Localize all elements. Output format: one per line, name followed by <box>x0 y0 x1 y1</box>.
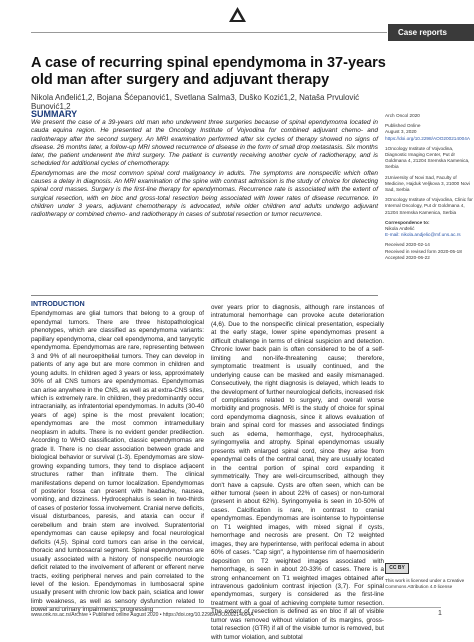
correspondence-name: Nikola Anđelić <box>385 226 415 232</box>
summary-divider <box>31 295 378 296</box>
summary-paragraph-1: We present the case of a 39-years old man who underwent three surgeries because of spinal ependymoma located in cauda equina region. He presented at the Oncology Institute of Vojvodina for combined adjuvant chemo- and radiotherapy after the second surgery. An MRI examination performed after six cycles of therapy showed no signs of disease. 26 months later, a follow-up MRI showed recurrence of disease in the form of small drop metastasis. Six months later, the patient underwent the third surgery. The patient is currently receiving another cycle of radiotherapy, and is scheduled for additional cycles of chemotherapy. <box>31 119 378 168</box>
revised-date: Received in revised form 2020-05-18 <box>385 248 462 254</box>
body-column-left <box>31 301 204 615</box>
footer-rule <box>31 607 441 608</box>
section-tag: Case reports <box>388 24 474 41</box>
article-title: A case of recurring spinal ependymoma in 37-years old man after surgery and adjuvant therapy <box>31 55 386 88</box>
body-text-left: Ependymomas are glial tumors that belong to a group of ependymal tumors. There are three histopathological phenotypes, which are classified as ependymoma variants: papillary ependymoma, clear cell ependymoma, and tanycytic ependymoma. Ependymomas are rare, representing between 3 and 9% of all neuroepithelial tumors. They can develop in patients of any age but are more common in children and young adults. In children aged 3 years or less, approximately 30% of all CNS tumors are ependymomas. Ependymomas can arise anywhere in the CNS, as well as at extra-CNS sites, which is extremely rare. In children, they predominantly occur intracranially, as infratentorial ependymomas. In adults (30-40 years of age) spine is the most prevalent location; ependymomas are the most common intramedullary neoplasm in adults. There is no evident gender predilection. According to WHO classification, classic ependymomas are grade II. There is no clear association between grade and biological behavior or survival (1-3). Ependymomas are slow-growing expanding tumors, they tend to displace adjacent structures rather than infiltrate them. The clinical manifestations depend on tumor localization. Ependymomas of posterior fossa can present with headache, nausea, vomiting, and dizziness. Hydrocephalus is seen in two-thirds of cases of posterior fossa involvement. Cranial nerve deficits, visual disturbances, paresis, and ataxia can occur if cerebellum and brain stem are involved. Supratentorial ependymomas can cause epilepsy and focal neurological deficits (4,5). Spinal cord tumors can arise in the cervical, thoracic and lumbosacral segment. Spinal ependymomas are usually associated with a history of nonspecific neurologic deficit related to the involvement of afferent or efferent nerve tracts, exiting peripheral nerves and pain correlated to the level of the lesion. Ependymomas in lumbosacral spine usually present with chronic low back pain, sciatica and lower limb weakness, as well as sensory dysfunction related to bowel and urinary impairments, progressing <box>31 310 204 614</box>
page-number: 1 <box>438 610 442 617</box>
cc-license-icon[interactable]: CC BY <box>385 563 409 574</box>
journal-logo-icon <box>229 7 246 22</box>
summary-heading: SUMMARY <box>31 109 78 119</box>
doi-link[interactable]: https://doi.org/10.2298/AOO200214004A <box>385 135 470 141</box>
received-date: Received 2020-02-14 <box>385 242 430 248</box>
affiliation-1: 1Oncology Institute of Vojvodina, Diagnostic Imaging Center, Put dr Goldmana 4, 21204 Sremska Kamenica, Serbia <box>385 145 470 170</box>
footer-text: www.onk.ns.ac.rs/Archive • Published online August 2020 • https://doi.org/10.2298/AOO200214004A <box>31 612 254 618</box>
body-column-right <box>211 304 384 642</box>
author-list: Nikola Anđelić1,2, Bojana Šćepanović1, Svetlana Salma3, Duško Kozić1,2, Nataša Prvulović Bunović1,2 <box>31 93 360 111</box>
header-rule <box>31 32 387 33</box>
article-sidebar <box>385 113 473 265</box>
correspondence-email[interactable]: E-mail: nikola.andjelic@mf.uns.ac.rs <box>385 232 461 238</box>
accepted-date: Accepted 2020-06-22 <box>385 254 430 260</box>
introduction-heading: INTRODUCTION <box>31 301 85 308</box>
summary-paragraph-2: Ependymomas are the most common spinal cord malignancy in adults. The symptoms are nonspecific which often causes a delay in diagnosis. An MRI examination of the spine with contrast admission is the study of choice for detecting spinal cord masses. Surgery is the first-line therapy for ependymomas. Recurrence rate is associated with the extent of surgical resection, with en bloc and gross-total resection being associated with lower rates of disease recurrence. In children under 3 years, adjuvant chemotherapy is advocated, while older children and adults undergo adjuvant radiotherapy or combined chemo- and radiotherapy in cases of subtotal resection or tumor recurrence. <box>31 169 378 219</box>
published-label: Published Online <box>385 123 421 129</box>
license-text: This work is licensed under a Creative Commons Attribution 4.0 license <box>385 578 465 590</box>
published-date: August 3, 2020 <box>385 129 417 135</box>
summary-abstract <box>31 119 378 221</box>
body-text-right: over years prior to diagnosis, although rare instances of intratumoral hemorrhage can provoke acute deterioration (4,6). Due to the nonspecific clinical presentation, especially at the early stage, lower spine ependymomas present a difficult challenge in terms of clinical suspicion and detection. Chronic lower back pain is often considered to be of a self-limiting and non-life-threatening cause; therefore, symptomatic treatment is usually continued, and the underlying cause can be masked and easily mismanaged. Consecutively, the right diagnosis is delayed, which leads to the development of further neurological deficits, increased risk of complications related to surgery, and overall worse morbidity and prognosis. MRI is the study of choice for spinal cord ependymoma diagnosis, since it allows evaluation of brain and spinal cord for masses and associated findings such as edema, hemorrhage, cyst, hydrocephalus, syringomyelia and atrophy. Spinal ependymomas usually presents with enlarged spinal cord, since they arise from ependymal cells of the central canal, they are usually located in the central portion of spinal cord expanding it symmetrically. They are well-circumscribed, although they don't have a capsule. Cysts are often seen, which can be either tumoral (seen in about 22% of cases) or non-tumoral (present in about 62%). Syringomyelia is seen in 10-50% of cases. Calcification is rare, in contrast to cranial ependymomas. Ependymomas are isointense to hypointense on T1 weighted images, with mixed signal if cysts, hemorrhage and necrosis are present. On T2 weighted images, they are hyperintense, with perifocal edema in about 60% of cases. "Cap sign", a hypointense rim of haemosiderin deposition on T2 weighted images associated with hemorrhage, is seen in about 20-33% of cases. There is a strong enhancement on T1 weighted images obtained after intravenous gadolinium contrast injection (3,7). For spinal ependymomas, surgery is considered as the first-line treatment with a goal of achieving complete tumor resection. The extent of resection is defined as en bloc if all of visible tumor was removed without violation of its margins, gross-total resection (GTR) if all of the visible tumor is removed, but with tumor violation, and subtotal <box>211 304 384 641</box>
correspondence-label: Correspondence to: <box>385 219 430 225</box>
journal-issue: Arch Oncol 2020 <box>385 113 420 118</box>
affiliation-2: 2University of Novi Sad, Faculty of Medicine, Hajduk Veljkova 3, 21000 Novi Sad, Serbia <box>385 174 470 193</box>
affiliation-3: 3Oncology Institute of Vojvodina, Clinic for Internal Oncology, Put dr Goldmana 4, 21204 Sremska Kamenica, Serbia <box>385 197 473 215</box>
